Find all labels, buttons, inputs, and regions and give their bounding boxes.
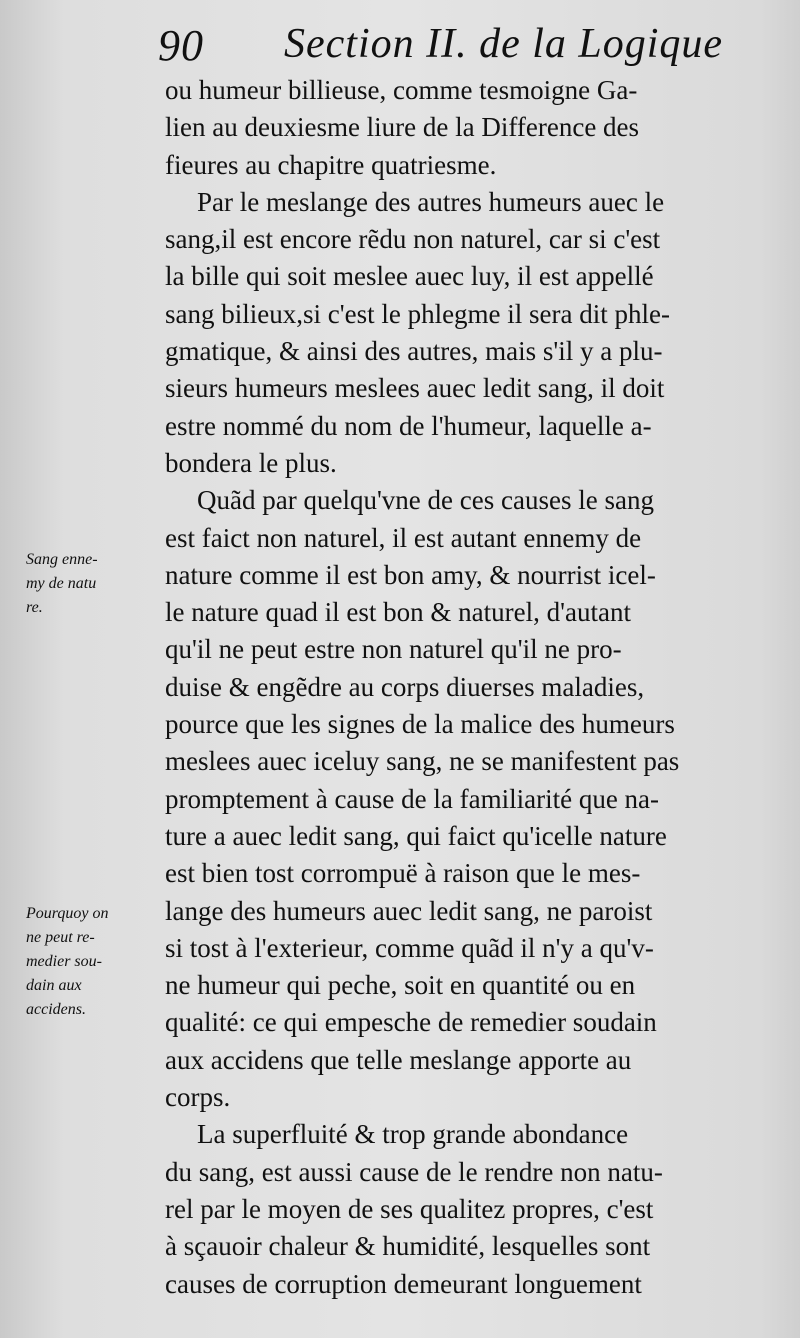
text-line: ture a auec ledit sang, qui faict qu'icelle nature — [165, 820, 667, 851]
margin-note-line: ne peut re- — [26, 929, 95, 946]
text-line: est faict non naturel, il est autant ennemy de — [165, 522, 642, 553]
text-line: qu'il ne peut estre non naturel qu'il ne pro- — [165, 634, 622, 665]
text-line: gmatique, & ainsi des autres, mais s'il y a plu- — [165, 336, 663, 367]
margin-note-line: Sang enne- — [26, 551, 98, 568]
text-line: pource que les signes de la malice des humeurs — [165, 709, 675, 740]
text-line: lange des humeurs auec ledit sang, ne paroist — [165, 895, 653, 926]
text-line: sang,il est encore rẽdu non naturel, car si c'est — [165, 224, 661, 255]
margin-note-sang-ennemy — [26, 548, 161, 620]
margin-note-line: re. — [26, 599, 43, 616]
page-header — [158, 14, 758, 74]
text-line: si tost à l'exterieur, comme quãd il n'y a qu'v- — [165, 932, 654, 963]
text-line: bondera le plus. — [165, 447, 337, 478]
text-line: meslees auec iceluy sang, ne se manifestent pas — [165, 746, 680, 777]
text-line: rel par le moyen de ses qualitez propres, c'est — [165, 1193, 654, 1224]
paragraph-start-line: La superfluité & trop grande abondance — [197, 1119, 629, 1150]
margin-note-line: Pourquoy on — [26, 905, 109, 922]
margin-note-line: my de natu — [26, 575, 97, 592]
text-line: duise & engẽdre au corps diuerses maladies, — [165, 671, 645, 702]
text-line: à sçauoir chaleur & humidité, lesquelles sont — [165, 1231, 651, 1262]
text-line: qualité: ce qui empesche de remedier soudain — [165, 1007, 657, 1038]
text-line: le nature quad il est bon & naturel, d'autant — [165, 597, 631, 628]
text-line: promptement à cause de la familiarité que na- — [165, 783, 660, 814]
paragraph-start-line: Quãd par quelqu'vne de ces causes le sang — [197, 485, 654, 516]
paragraph-start-line: Par le meslange des autres humeurs auec le — [197, 186, 665, 217]
margin-note-line: dain aux — [26, 977, 82, 994]
text-line: aux accidens que telle meslange apporte au — [165, 1044, 632, 1075]
text-line: fieures au chapitre quatriesme. — [165, 149, 497, 180]
margin-note-line: accidens. — [26, 1001, 86, 1018]
body-text — [165, 72, 760, 1303]
text-line: la bille qui soit meslee auec luy, il est appellé — [165, 261, 654, 292]
text-line: estre nommé du nom de l'humeur, laquelle a- — [165, 410, 652, 441]
text-line: sieurs humeurs meslees auec ledit sang, il doit — [165, 373, 665, 404]
text-line: corps. — [165, 1082, 231, 1113]
text-line: sang bilieux,si c'est le phlegme il sera dit phle- — [165, 298, 670, 329]
text-line: ou humeur billieuse, comme tesmoigne Ga- — [165, 75, 638, 105]
running-head: Section II. de la Logique — [284, 21, 724, 67]
page-number: 90 — [158, 21, 204, 70]
text-line: du sang, est aussi cause de le rendre non natu- — [165, 1156, 663, 1187]
text-line: nature comme il est bon amy, & nourrist icel- — [165, 559, 656, 590]
margin-note-line: medier sou- — [26, 953, 102, 970]
text-line: causes de corruption demeurant longuement — [165, 1268, 642, 1299]
text-line: ne humeur qui peche, soit en quantité ou en — [165, 970, 636, 1001]
text-line: est bien tost corrompuë à raison que le mes- — [165, 858, 641, 889]
text-line: lien au deuxiesme liure de la Difference des — [165, 112, 640, 143]
margin-note-pourquoy — [26, 902, 161, 1022]
